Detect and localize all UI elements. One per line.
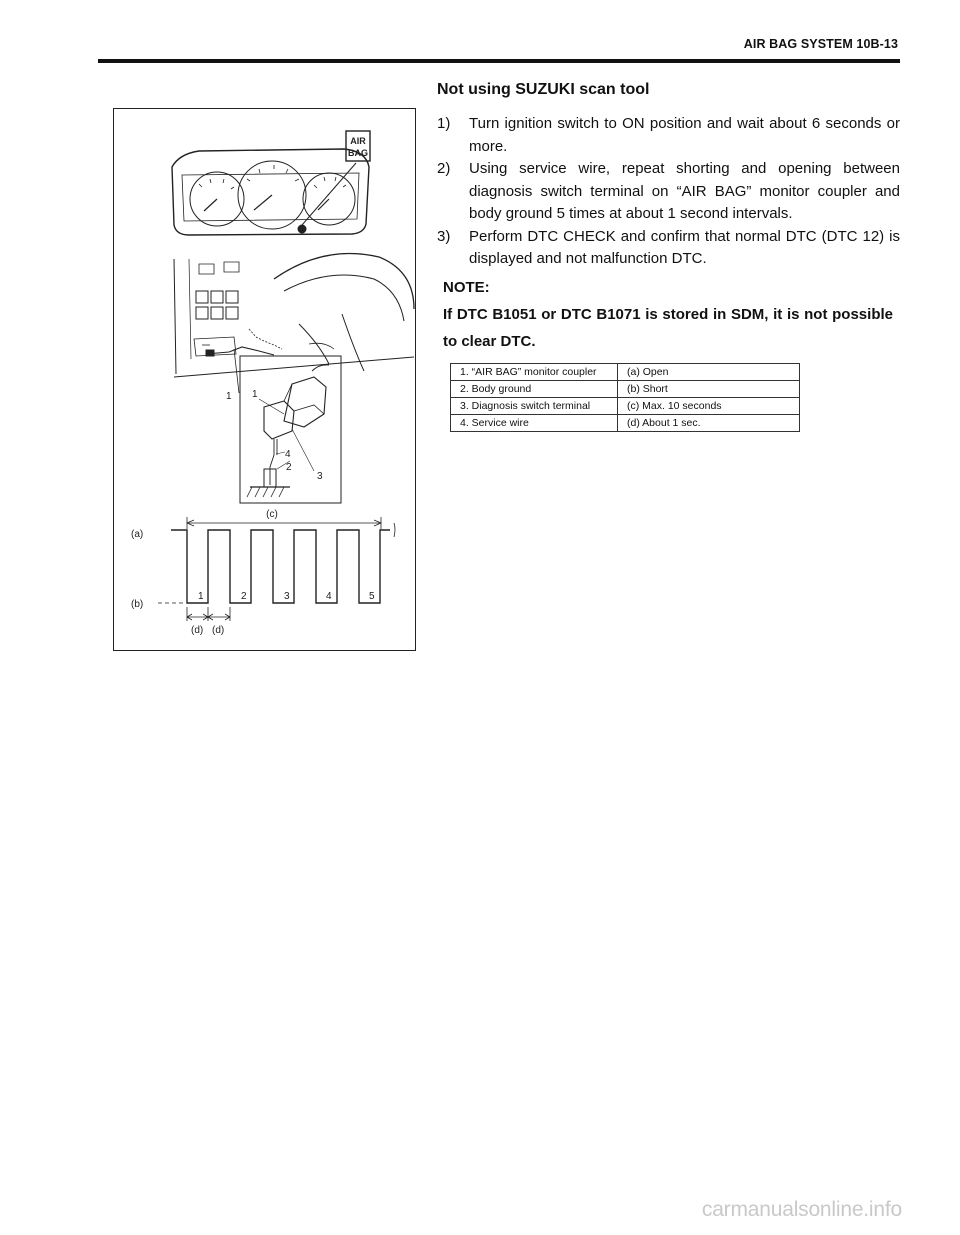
- svg-text:1: 1: [198, 591, 204, 602]
- step-number: 3): [437, 227, 451, 245]
- svg-text:2: 2: [241, 591, 247, 602]
- svg-text:AIR: AIR: [350, 136, 366, 146]
- svg-text:(c): (c): [266, 509, 278, 520]
- legend-cell: (b) Short: [618, 381, 800, 398]
- waveform-diagram: [131, 509, 395, 636]
- legend-cell: 4. Service wire: [451, 415, 618, 432]
- svg-text:BAG: BAG: [348, 148, 368, 158]
- legend-cell: 2. Body ground: [451, 381, 618, 398]
- diagnosis-figure: [113, 108, 416, 651]
- svg-text:4: 4: [285, 449, 291, 460]
- airbag-indicator-icon: [346, 131, 370, 161]
- dashboard-drawing: [174, 253, 414, 393]
- watermark: carmanualsonline.info: [701, 1198, 902, 1221]
- note-block: [443, 274, 893, 355]
- note-body: If DTC B1051 or DTC B1071 is stored in SDM, it is not possible to clear DTC.: [443, 306, 893, 350]
- instrument-cluster: [172, 149, 369, 235]
- note-heading: NOTE:: [443, 279, 490, 296]
- step-number: 2): [437, 160, 451, 177]
- legend-cell: 1. “AIR BAG” monitor coupler: [451, 364, 618, 381]
- procedure-steps: [437, 113, 900, 271]
- step-text: Using service wire, repeat shorting and opening between diagnosis switch terminal on “AIR BAG” monitor coupler and body ground 5 times at about 1 second intervals.: [469, 160, 900, 222]
- legend-cell: (a) Open: [618, 364, 800, 381]
- step-item: [437, 113, 900, 158]
- svg-text:2: 2: [286, 462, 292, 473]
- svg-text:1: 1: [252, 389, 258, 400]
- step-number: 1): [437, 115, 451, 132]
- svg-text:3: 3: [317, 471, 323, 482]
- svg-text:1: 1: [226, 391, 232, 402]
- svg-text:4: 4: [326, 591, 332, 602]
- step-text: Turn ignition switch to ON position and wait about 6 seconds or more.: [469, 115, 900, 155]
- legend-table: [450, 363, 800, 432]
- table-row: [451, 381, 800, 398]
- svg-text:(d): (d): [212, 625, 225, 636]
- svg-text:3: 3: [284, 591, 290, 602]
- table-row: [451, 398, 800, 415]
- table-row: [451, 364, 800, 381]
- header-rule: [98, 59, 900, 63]
- step-item: [437, 158, 900, 226]
- step-text: Perform DTC CHECK and confirm that normal DTC (DTC 12) is displayed and not malfunction DTC.: [469, 227, 900, 267]
- svg-text:(d): (d): [191, 625, 204, 636]
- step-item: [437, 226, 900, 271]
- legend-cell: 3. Diagnosis switch terminal: [451, 398, 618, 415]
- svg-text:(b): (b): [131, 599, 144, 610]
- coupler-detail-inset: [240, 356, 341, 503]
- legend-cell: (d) About 1 sec.: [618, 415, 800, 432]
- legend-cell: (c) Max. 10 seconds: [618, 398, 800, 415]
- page-header-title: AIR BAG SYSTEM 10B-13: [743, 37, 898, 51]
- table-row: [451, 415, 800, 432]
- section-title: Not using SUZUKI scan tool: [437, 81, 650, 98]
- svg-text:(a): (a): [131, 529, 144, 540]
- svg-text:5: 5: [369, 591, 375, 602]
